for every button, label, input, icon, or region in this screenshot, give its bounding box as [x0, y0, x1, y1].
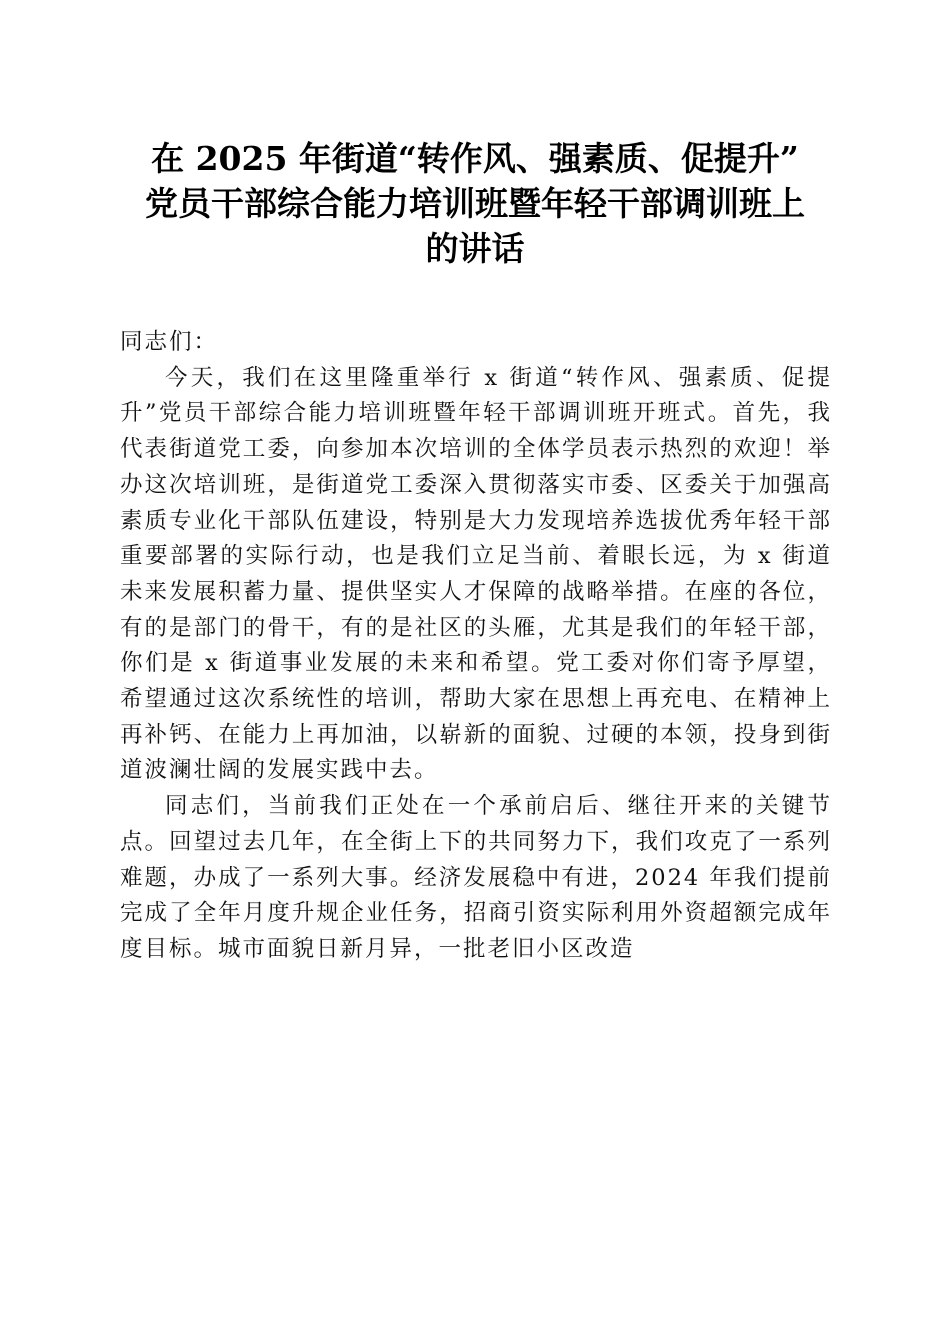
title-line-1: 在 2025 年街道“转作风、强素质、促提升”: [151, 139, 799, 178]
title-line-3: 的讲话: [425, 229, 525, 268]
title-line-2: 党员干部综合能力培训班暨年轻干部调训班上: [145, 184, 805, 223]
paragraph: 今天，我们在这里隆重举行 x 街道“转作风、强素质、促提升”党员干部综合能力培训班暨年轻干部调训班开班式。首先，我代表街道党工委，向参加本次培训的全体学员表示热烈的欢迎！举办这次培训班，是街道党工委深入贯彻落实市委、区委关于加强高素质专业化干部队伍建设，特别是大力发现培养选拔优秀年轻干部重要部署的实际行动，也是我们立足当前、着眼长远，为 x 街道未来发展积蓄力量、提供坚实人才保障的战略举措。在座的各位，有的是部门的骨干，有的是社区的头雁，尤其是我们的年轻干部，你们是 x 街道事业发展的未来和希望。党工委对你们寄予厚望，希望通过这次系统性的培训，帮助大家在思想上再充电、在精神上再补钙、在能力上再加油，以崭新的面貌、过硬的本领，投身到街道波澜壮阔的发展实践中去。: [120, 364, 832, 784]
document-title: [110, 136, 840, 271]
document-body: [120, 325, 832, 968]
paragraph: 同志们，当前我们正处在一个承前启后、继往开来的关键节点。回望过去几年，在全街上下的共同努力下，我们攻克了一系列难题，办成了一系列大事。经济发展稳中有进，2024 年我们提前完成了全年月度升规企业任务，招商引资实际利用外资超额完成年度目标。城市面貌日新月异，一批老旧小区改造: [120, 793, 832, 962]
salutation: 同志们：: [120, 329, 219, 355]
